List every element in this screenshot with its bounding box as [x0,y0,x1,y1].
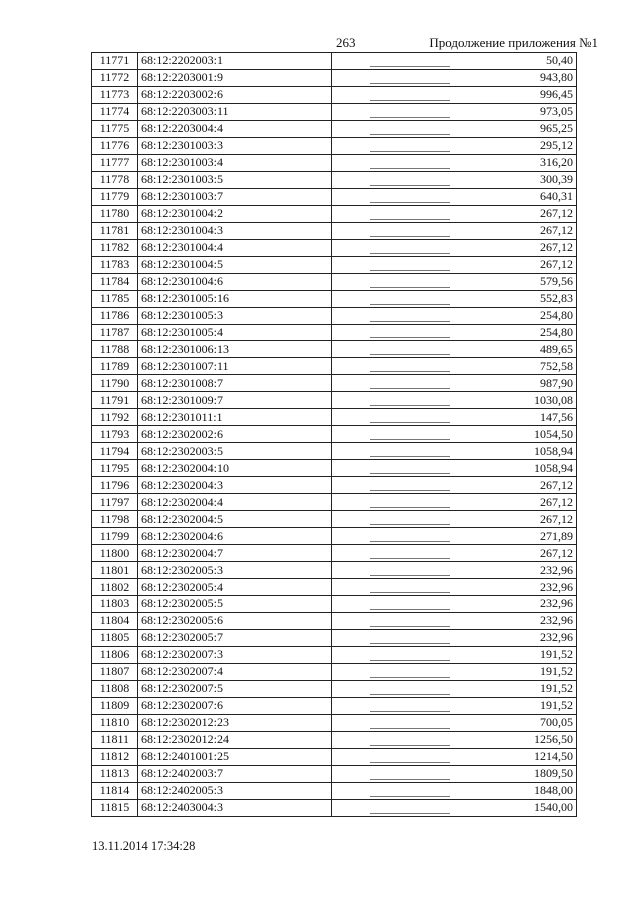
table-row [92,782,577,799]
cadastral-number: 68:12:2402005:3 [138,782,332,799]
print-timestamp: 13.11.2014 17:34:28 [92,839,196,853]
cadastral-number: 68:12:2301009:7 [138,392,332,409]
table-row [92,239,577,256]
cadastral-value-text: 943,80 [540,70,573,85]
appendix-continuation-note: Продолжение приложения №1 [429,35,598,50]
table-row [92,545,577,562]
pen-mark-line [370,134,450,135]
pen-mark-line [370,473,450,474]
table-row [92,562,577,579]
table-row [92,426,577,443]
cadastral-number: 68:12:2301004:3 [138,222,332,239]
cadastral-value [332,799,577,816]
pen-mark-line [370,270,450,271]
cadastral-value-text: 1058,94 [534,460,573,475]
cadastral-value [332,562,577,579]
pen-mark-line [370,558,450,559]
table-row [92,528,577,545]
pen-mark-line [370,422,450,423]
cadastral-number: 68:12:2302007:3 [138,646,332,663]
cadastral-number: 68:12:2301003:5 [138,171,332,188]
table-row [92,680,577,697]
pen-mark-line [370,711,450,712]
table-row [92,579,577,596]
cadastral-number: 68:12:2301005:3 [138,307,332,324]
pen-mark-line [370,287,450,288]
row-number: 11807 [92,663,138,680]
cadastral-value [332,528,577,545]
cadastral-number: 68:12:2202003:1 [138,53,332,70]
cadastral-value [332,477,577,494]
row-number: 11804 [92,612,138,629]
pen-mark-line [370,439,450,440]
cadastral-value [332,426,577,443]
row-number: 11784 [92,273,138,290]
pen-mark-line [370,524,450,525]
table-row [92,358,577,375]
row-number: 11779 [92,188,138,205]
table-row [92,290,577,307]
cadastral-number: 68:12:2302007:6 [138,697,332,714]
table-row [92,154,577,171]
row-number: 11810 [92,714,138,731]
cadastral-number: 68:12:2203001:9 [138,69,332,86]
cadastral-number: 68:12:2302005:5 [138,596,332,613]
row-number: 11814 [92,782,138,799]
cadastral-number: 68:12:2302005:3 [138,562,332,579]
cadastral-value-text: 232,96 [540,562,573,577]
row-number: 11792 [92,409,138,426]
row-number: 11809 [92,697,138,714]
pen-mark-line [370,337,450,338]
cadastral-number: 68:12:2301003:4 [138,154,332,171]
cadastral-number: 68:12:2301007:11 [138,358,332,375]
table-row [92,205,577,222]
cadastral-number: 68:12:2301005:4 [138,324,332,341]
cadastral-value [332,494,577,511]
cadastral-value-text: 489,65 [540,341,573,356]
cadastral-number: 68:12:2301004:5 [138,256,332,273]
cadastral-value [332,392,577,409]
cadastral-number: 68:12:2301003:3 [138,137,332,154]
cadastral-value [332,154,577,171]
cadastral-number: 68:12:2302007:4 [138,663,332,680]
cadastral-number: 68:12:2301008:7 [138,375,332,392]
row-number: 11791 [92,392,138,409]
pen-mark-line [370,490,450,491]
cadastral-value-text: 267,12 [540,511,573,526]
cadastral-value-text: 987,90 [540,375,573,390]
pen-mark-line [370,66,450,67]
cadastral-number: 68:12:2403004:3 [138,799,332,816]
table-row [92,477,577,494]
cadastral-value-text: 267,12 [540,206,573,221]
cadastral-value-text: 267,12 [540,545,573,560]
row-number: 11795 [92,460,138,477]
cadastral-value-text: 267,12 [540,223,573,238]
cadastral-number: 68:12:2301011:1 [138,409,332,426]
cadastral-value [332,697,577,714]
table-row [92,612,577,629]
cadastral-number: 68:12:2203002:6 [138,86,332,103]
cadastral-value [332,69,577,86]
cadastral-value-text: 700,05 [540,715,573,730]
cadastral-value-text: 232,96 [540,579,573,594]
cadastral-value-text: 1058,94 [534,443,573,458]
cadastral-number: 68:12:2302004:4 [138,494,332,511]
pen-mark-line [370,796,450,797]
cadastral-number: 68:12:2301006:13 [138,341,332,358]
cadastral-value [332,86,577,103]
table-row [92,799,577,816]
cadastral-value-text: 996,45 [540,87,573,102]
cadastral-number: 68:12:2301004:4 [138,239,332,256]
cadastral-value-text: 1809,50 [534,766,573,781]
cadastral-value [332,103,577,120]
pen-mark-line [370,83,450,84]
row-number: 11812 [92,748,138,765]
cadastral-number: 68:12:2302005:6 [138,612,332,629]
table-row [92,663,577,680]
cadastral-value [332,545,577,562]
cadastral-value-text: 1054,50 [534,426,573,441]
cadastral-number: 68:12:2301004:6 [138,273,332,290]
row-number: 11789 [92,358,138,375]
row-number: 11787 [92,324,138,341]
pen-mark-line [370,541,450,542]
table-row [92,697,577,714]
cadastral-value [332,341,577,358]
table-row [92,646,577,663]
row-number: 11786 [92,307,138,324]
table-row [92,53,577,70]
cadastral-number: 68:12:2302004:6 [138,528,332,545]
table-row [92,460,577,477]
pen-mark-line [370,354,450,355]
cadastral-value-text: 50,40 [546,53,573,68]
pen-mark-line [370,219,450,220]
row-number: 11803 [92,596,138,613]
table-row [92,443,577,460]
cadastral-value-text: 267,12 [540,494,573,509]
pen-mark-line [370,643,450,644]
pen-mark-line [370,168,450,169]
cadastral-number: 68:12:2302004:7 [138,545,332,562]
cadastral-value-text: 191,52 [540,647,573,662]
table-row [92,103,577,120]
cadastral-value [332,680,577,697]
row-number: 11796 [92,477,138,494]
row-number: 11815 [92,799,138,816]
row-number: 11794 [92,443,138,460]
row-number: 11774 [92,103,138,120]
table-row [92,765,577,782]
table-body [92,53,577,817]
cadastral-value-text: 965,25 [540,121,573,136]
cadastral-value [332,290,577,307]
row-number: 11773 [92,86,138,103]
cadastral-value [332,205,577,222]
cadastral-number: 68:12:2302003:5 [138,443,332,460]
pen-mark-line [370,728,450,729]
table-row [92,273,577,290]
table-row [92,341,577,358]
row-number: 11798 [92,511,138,528]
table-row [92,137,577,154]
cadastral-value-text: 1030,08 [534,392,573,407]
table-row [92,307,577,324]
cadastral-value [332,443,577,460]
table-row [92,511,577,528]
row-number: 11777 [92,154,138,171]
cadastral-value [332,53,577,70]
cadastral-value [332,596,577,613]
cadastral-value-text: 191,52 [540,664,573,679]
cadastral-value [332,256,577,273]
row-number: 11806 [92,646,138,663]
cadastral-value-text: 295,12 [540,138,573,153]
pen-mark-line [370,202,450,203]
table-row [92,392,577,409]
row-number: 11801 [92,562,138,579]
cadastral-value [332,307,577,324]
cadastral-value-text: 752,58 [540,358,573,373]
table-row [92,629,577,646]
table-row [92,69,577,86]
row-number: 11778 [92,171,138,188]
cadastral-value [332,782,577,799]
cadastral-value [332,137,577,154]
cadastral-value [332,375,577,392]
cadastral-value [332,239,577,256]
cadastral-number: 68:12:2302004:5 [138,511,332,528]
cadastral-value [332,511,577,528]
pen-mark-line [370,388,450,389]
cadastral-number: 68:12:2402003:7 [138,765,332,782]
cadastral-number: 68:12:2302012:23 [138,714,332,731]
cadastral-value-text: 552,83 [540,291,573,306]
row-number: 11811 [92,731,138,748]
cadastral-value-text: 267,12 [540,257,573,272]
table-row [92,120,577,137]
cadastral-number: 68:12:2401001:25 [138,748,332,765]
cadastral-value-text: 254,80 [540,324,573,339]
cadastral-value [332,409,577,426]
cadastral-value-text: 232,96 [540,596,573,611]
pen-mark-line [370,660,450,661]
cadastral-value-text: 191,52 [540,698,573,713]
cadastral-value-text: 973,05 [540,104,573,119]
cadastral-value-text: 271,89 [540,528,573,543]
table-row [92,375,577,392]
pen-mark-line [370,507,450,508]
row-number: 11808 [92,680,138,697]
row-number: 11771 [92,53,138,70]
table-row [92,494,577,511]
table-row [92,596,577,613]
row-number: 11782 [92,239,138,256]
cadastral-value [332,663,577,680]
table-row [92,256,577,273]
row-number: 11802 [92,579,138,596]
cadastral-number: 68:12:2302004:3 [138,477,332,494]
page-number: 263 [336,35,356,50]
pen-mark-line [370,575,450,576]
pen-mark-line [370,371,450,372]
pen-mark-line [370,456,450,457]
row-number: 11805 [92,629,138,646]
cadastral-value [332,120,577,137]
pen-mark-line [370,762,450,763]
cadastral-value [332,612,577,629]
cadastral-number: 68:12:2203003:11 [138,103,332,120]
pen-mark-line [370,236,450,237]
cadastral-number: 68:12:2302004:10 [138,460,332,477]
cadastral-value-text: 267,12 [540,240,573,255]
cadastral-value-text: 1848,00 [534,783,573,798]
cadastral-value-text: 1256,50 [534,732,573,747]
pen-mark-line [370,745,450,746]
table-row [92,714,577,731]
cadastral-value [332,646,577,663]
row-number: 11781 [92,222,138,239]
row-number: 11797 [92,494,138,511]
pen-mark-line [370,117,450,118]
cadastral-number: 68:12:2301003:7 [138,188,332,205]
row-number: 11790 [92,375,138,392]
cadastral-value-text: 232,96 [540,630,573,645]
table-row [92,731,577,748]
pen-mark-line [370,694,450,695]
row-number: 11785 [92,290,138,307]
pen-mark-line [370,779,450,780]
cadastral-value-text: 254,80 [540,308,573,323]
cadastral-value [332,358,577,375]
pen-mark-line [370,609,450,610]
cadastral-number: 68:12:2302012:24 [138,731,332,748]
row-number: 11788 [92,341,138,358]
cadastral-value-text: 300,39 [540,172,573,187]
cadastral-value [332,460,577,477]
table-row [92,171,577,188]
cadastral-value-text: 147,56 [540,409,573,424]
cadastral-value-table [91,52,577,817]
row-number: 11776 [92,137,138,154]
cadastral-number: 68:12:2301004:2 [138,205,332,222]
row-number: 11793 [92,426,138,443]
cadastral-value-text: 316,20 [540,155,573,170]
pen-mark-line [370,100,450,101]
cadastral-value-text: 191,52 [540,681,573,696]
cadastral-number: 68:12:2301005:16 [138,290,332,307]
row-number: 11772 [92,69,138,86]
table-row [92,324,577,341]
pen-mark-line [370,626,450,627]
cadastral-number: 68:12:2302005:4 [138,579,332,596]
cadastral-value-text: 579,56 [540,274,573,289]
cadastral-value [332,714,577,731]
cadastral-value [332,222,577,239]
cadastral-value-text: 640,31 [540,189,573,204]
row-number: 11783 [92,256,138,273]
cadastral-value-text: 1214,50 [534,749,573,764]
row-number: 11775 [92,120,138,137]
cadastral-value [332,731,577,748]
cadastral-value [332,629,577,646]
cadastral-number: 68:12:2302007:5 [138,680,332,697]
cadastral-value [332,188,577,205]
table-row [92,409,577,426]
pen-mark-line [370,151,450,152]
pen-mark-line [370,321,450,322]
pen-mark-line [370,592,450,593]
row-number: 11799 [92,528,138,545]
cadastral-number: 68:12:2302005:7 [138,629,332,646]
cadastral-value [332,324,577,341]
table-row [92,748,577,765]
pen-mark-line [370,677,450,678]
pen-mark-line [370,405,450,406]
row-number: 11780 [92,205,138,222]
cadastral-value [332,748,577,765]
pen-mark-line [370,253,450,254]
cadastral-value-text: 232,96 [540,613,573,628]
row-number: 11800 [92,545,138,562]
cadastral-number: 68:12:2203004:4 [138,120,332,137]
cadastral-value [332,579,577,596]
pen-mark-line [370,304,450,305]
table-row [92,188,577,205]
cadastral-value-text: 1540,00 [534,800,573,815]
table-row [92,222,577,239]
cadastral-value [332,171,577,188]
cadastral-value [332,273,577,290]
cadastral-value [332,765,577,782]
pen-mark-line [370,813,450,814]
pen-mark-line [370,185,450,186]
row-number: 11813 [92,765,138,782]
cadastral-number: 68:12:2302002:6 [138,426,332,443]
cadastral-value-text: 267,12 [540,477,573,492]
table-row [92,86,577,103]
